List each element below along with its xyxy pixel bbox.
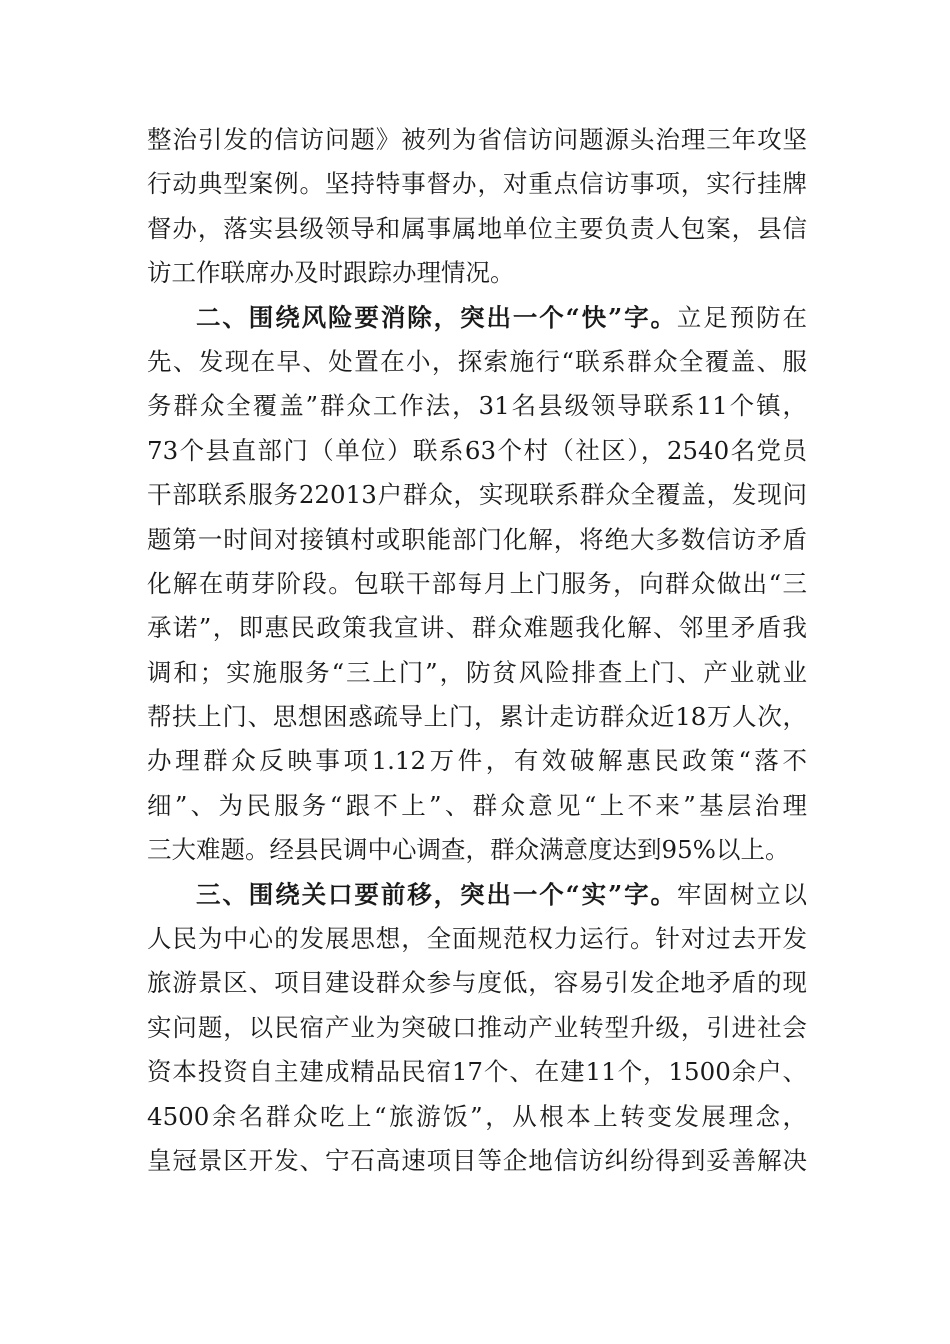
- text-line: 旅游景区、项目建设群众参与度低，容易引发企地矛盾的现: [147, 968, 807, 998]
- document-body: [147, 118, 807, 1183]
- text-line: 整治引发的信访问题》被列为省信访问题源头治理三年攻坚: [147, 125, 807, 154]
- text-line: 资本投资自主建成精品民宿17个、在建11个，1500余户、: [147, 1057, 807, 1087]
- paragraph-1: [147, 118, 807, 296]
- text-line: 细”、为民服务“跟不上”、群众意见“上不来”基层治理: [147, 790, 807, 820]
- text-line: 人民为中心的发展思想，全面规范权力运行。针对过去开发: [147, 924, 807, 954]
- paragraph-2: [147, 296, 807, 873]
- text-line: 先、发现在早、处置在小，探索施行“联系群众全覆盖、服: [147, 346, 807, 376]
- text-line: 务群众全覆盖”群众工作法，31名县级领导联系11个镇，: [147, 391, 807, 421]
- text-line: [147, 873, 807, 917]
- text-line: 帮扶上门、思想困惑疏导上门，累计走访群众近18万人次，: [147, 702, 807, 732]
- text-line: 题第一时间对接镇村或职能部门化解，将绝大多数信访矛盾: [147, 524, 807, 554]
- section-heading-3: 三、围绕关口要前移，突出一个“实”字。: [196, 879, 677, 909]
- text-line: 三大难题。经县民调中心调查，群众满意度达到95%以上。: [147, 835, 790, 865]
- text-line: 73个县直部门（单位）联系63个村（社区），2540名党员: [147, 435, 807, 465]
- text-line: 行动典型案例。坚持特事督办，对重点信访事项，实行挂牌: [147, 169, 807, 199]
- text-line: 干部联系服务22013户群众，实现联系群众全覆盖，发现问: [147, 480, 807, 510]
- paragraph-3: [147, 873, 807, 1184]
- heading-continuation-text: 立足预防在: [676, 302, 808, 332]
- text-line: 4500余名群众吃上“旅游饭”，从根本上转变发展理念，: [147, 1101, 807, 1131]
- text-line: 督办，落实县级领导和属事属地单位主要负责人包案，县信: [147, 213, 807, 243]
- text-line: 办理群众反映事项1.12万件，有效破解惠民政策“落不: [147, 746, 807, 776]
- text-line: [147, 296, 807, 340]
- section-heading-2: 二、围绕风险要消除，突出一个“快”字。: [196, 302, 677, 332]
- heading-continuation-text: 牢固树立以: [676, 879, 808, 909]
- text-line: 访工作联席办及时跟踪办理情况。: [147, 258, 515, 288]
- text-line: 皇冠景区开发、宁石高速项目等企地信访纠纷得到妥善解决: [147, 1145, 807, 1175]
- text-line: 承诺”，即惠民政策我宣讲、群众难题我化解、邻里矛盾我: [147, 613, 807, 643]
- text-line: 调和；实施服务“三上门”，防贫风险排查上门、产业就业: [147, 657, 807, 687]
- text-line: 实问题，以民宿产业为突破口推动产业转型升级，引进社会: [147, 1012, 807, 1042]
- text-line: 化解在萌芽阶段。包联干部每月上门服务，向群众做出“三: [147, 568, 807, 598]
